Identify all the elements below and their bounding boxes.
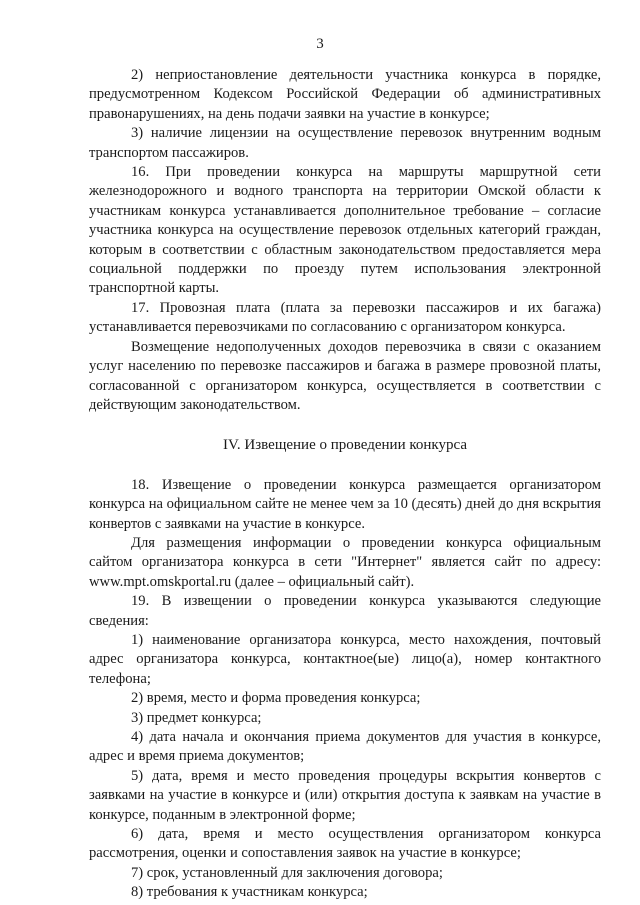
page-number: 3 [316, 36, 324, 52]
paragraph-16: 16. При проведении конкурса на маршруты маршрутной сети железнодорожного и водного транспорта на территории Омской области к участникам конкурса устанавливается дополнительное требование – согласие участника конкурса на осуществление перевозок отдельных категорий граждан, которым в соответствии с областным законодательством предоставляется мера социальной поддержки по проезду путем использования электронной транспортной карты. [89, 164, 601, 297]
list-item-3: 3) предмет конкурса; [131, 709, 262, 726]
paragraph-19: 19. В извещении о проведении конкурса указываются следующие сведения: [89, 593, 601, 629]
list-item-7: 7) срок, установленный для заключения договора; [131, 864, 443, 881]
paragraph-compensation: Возмещение недополученных доходов перевозчика в связи с оказанием услуг населению по перевозке пассажиров и багажа в размере провозной платы, согласованной с организатором конкурса, осуществляется в соответствии с действующим законодательством. [89, 338, 601, 413]
list-item-6: 6) дата, время и место осуществления организатором конкурса рассмотрения, оценки и сопоставления заявок на участие в конкурсе; [89, 826, 601, 862]
list-item-5: 5) дата, время и место проведения процедуры вскрытия конвертов с заявками на участие в конкурсе и (или) открытия доступа к заявкам на участие в конкурсе, поданным в электронной форме; [89, 767, 601, 823]
list-item-1: 1) наименование организатора конкурса, место нахождения, почтовый адрес организатора конкурса, контактное(ые) лицо(а), номер контактного телефона; [89, 631, 601, 687]
list-item-2: 2) время, место и форма проведения конкурса; [131, 690, 421, 707]
paragraph-official-site: Для размещения информации о проведении конкурса официальным сайтом организатора конкурса в сети "Интернет" является сайт по адресу: www.mpt.omskportal.ru (далее – официальный сайт). [89, 534, 601, 590]
list-item-8: 8) требования к участникам конкурса; [131, 884, 368, 901]
paragraph-item-2-nonsuspension: 2) неприостановление деятельности участника конкурса в порядке, предусмотренном Кодексом Российской Федерации об административных правонарушениях, на день подачи заявки на участие в конкурсе; [89, 67, 601, 122]
section-heading: IV. Извещение о проведении конкурса [223, 437, 467, 454]
document-body [89, 66, 601, 903]
paragraph-item-3-license: 3) наличие лицензии на осуществление перевозок внутренним водным транспортом пассажиров. [89, 125, 601, 161]
paragraph-18: 18. Извещение о проведении конкурса размещается организатором конкурса на официальном сайте не менее чем за 10 (десять) дней до дня вскрытия конвертов с заявками на участие в конкурсе. [89, 476, 601, 532]
paragraph-17: 17. Провозная плата (плата за перевозки пассажиров и их багажа) устанавливается перевозчиками по согласованию с организатором конкурса. [89, 299, 601, 336]
list-item-4: 4) дата начала и окончания приема документов для участия в конкурсе, адрес и время приема документов; [89, 729, 601, 765]
